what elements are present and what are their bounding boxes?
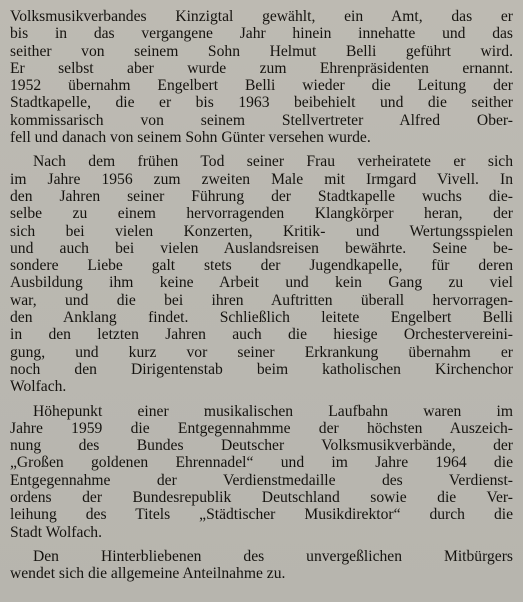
text-line: den Anklang findet. Schließlich leitete Engelbert Belli	[10, 309, 513, 327]
article-text	[10, 8, 513, 583]
text-line: fell und danach von seinem Sohn Günter versehen wurde.	[10, 129, 371, 147]
text-line: 1952 übernahm Engelbert Belli wieder die Leitung der	[10, 77, 513, 95]
text-line: bis in das vergangene Jahr hinein innehatte und das	[10, 25, 513, 43]
text-line: in den letzten Jahren auch die hiesige Orchestervereini-	[10, 326, 513, 344]
text-line: Ausbildung ihm keine Arbeit und kein Gang zu viel	[10, 274, 513, 292]
text-line: sich bei vielen Konzerten, Kritik- und Wertungsspielen	[10, 222, 513, 240]
text-line: Wolfach.	[10, 378, 67, 396]
text-line: Den Hinterbliebenen des unvergeßlichen Mitbürgers	[33, 547, 513, 565]
text-line: im Jahre 1956 zum zweiten Male mit Irmgard Vivell. In	[10, 170, 513, 188]
paragraph-2	[10, 153, 513, 395]
text-line: Volksmusikverbandes Kinzigtal gewählt, ein Amt, das er	[10, 8, 513, 25]
text-line: Stadt Wolfach.	[10, 523, 103, 541]
text-line: Entgegennahme der Verdienstmedaille des Verdienst-	[10, 471, 513, 489]
text-line: „Großen goldenen Ehrennadel“ und im Jahre 1964 die	[10, 454, 513, 472]
paragraph-4	[10, 548, 513, 583]
text-line: Jahre 1959 die Entgegennahmme der höchsten Auszeich-	[10, 419, 513, 437]
text-line: nung des Bundes Deutscher Volksmusikverbände, der	[10, 437, 513, 455]
text-line: gung, und kurz vor seiner Erkrankung übernahm er	[10, 343, 513, 361]
text-line: Höhepunkt einer musikalischen Laufbahn waren im	[33, 402, 513, 420]
text-line: sondere Liebe galt stets der Jugendkapelle, für deren	[10, 257, 513, 275]
text-line: noch den Dirigentenstab beim katholischen Kirchenchor	[10, 360, 513, 378]
text-line: leihung des Titels „Städtischer Musikdirektor“ durch die	[10, 506, 513, 524]
text-line: seither von seinem Sohn Helmut Belli geführt wird.	[10, 42, 513, 60]
text-line: Er selbst aber wurde zum Ehrenpräsidenten ernannt.	[10, 59, 513, 77]
text-line: und auch bei vielen Auslandsreisen bewährte. Seine be-	[10, 239, 513, 257]
text-line: ordens der Bundesrepublik Deutschland sowie die Ver-	[10, 489, 513, 507]
text-line: war, und die bei ihren Auftritten überall hervorragen-	[10, 291, 513, 309]
text-line: Nach dem frühen Tod seiner Frau verheiratete er sich	[33, 153, 513, 171]
text-line: selbe zu einem hervorragenden Klangkörper heran, der	[10, 205, 513, 223]
text-line: den Jahren seiner Führung der Stadtkapelle wuchs die-	[10, 187, 513, 205]
paragraph-3	[10, 403, 513, 541]
text-line: kommissarisch von seinem Stellvertreter Alfred Ober-	[10, 111, 513, 129]
paragraph-1	[10, 8, 513, 146]
text-line: Stadtkapelle, die er bis 1963 beibehielt und die seither	[10, 94, 513, 112]
text-line: wendet sich die allgemeine Anteilnahme zu.	[10, 565, 286, 583]
